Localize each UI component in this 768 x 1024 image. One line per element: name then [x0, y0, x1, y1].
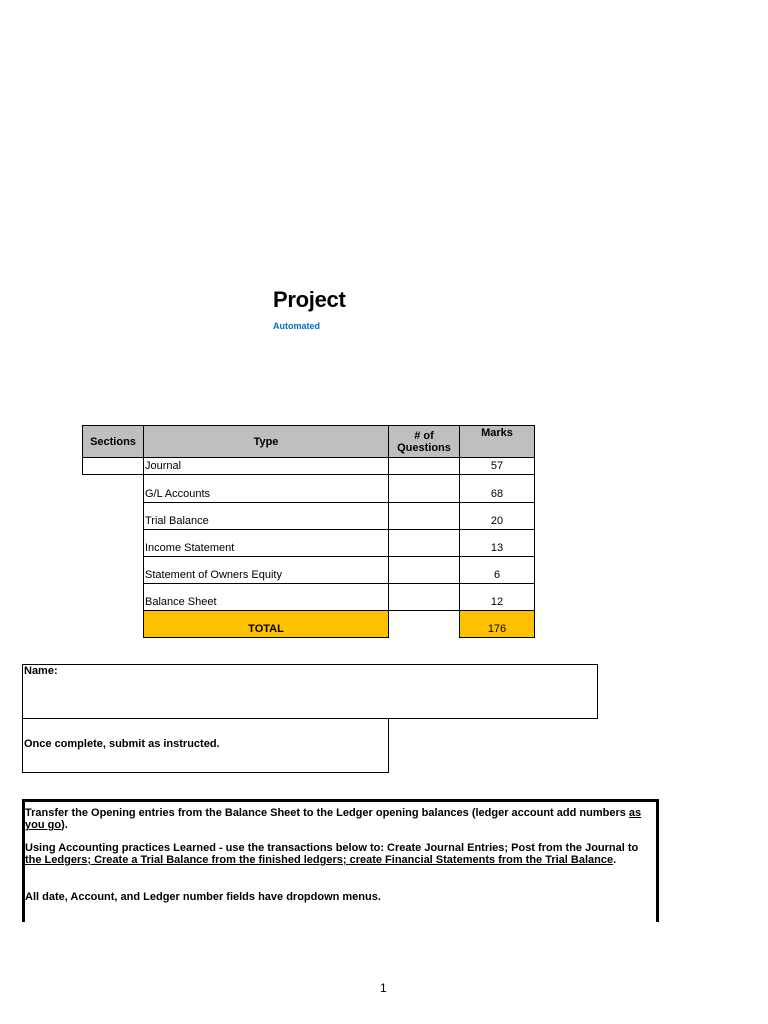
page-title: Project: [273, 287, 346, 312]
row-questions: [388, 583, 460, 611]
submit-note-box: [22, 718, 389, 773]
row-marks: 68: [459, 474, 535, 503]
total-marks: 176: [459, 610, 535, 638]
row-questions: [388, 474, 460, 503]
row-type: Income Statement: [143, 529, 389, 557]
row-marks: 13: [459, 529, 535, 557]
row-type: Trial Balance: [143, 502, 389, 530]
row-marks: 6: [459, 556, 535, 584]
instruction-transfer: Transfer the Opening entries from the Balance Sheet to the Ledger opening balances (ledger account add numbers as you go).: [25, 807, 642, 831]
col-header-type: Type: [143, 425, 389, 458]
section-cell: [82, 457, 144, 475]
row-questions: [388, 556, 460, 584]
name-label: Name:: [24, 665, 58, 677]
row-type: Balance Sheet: [143, 583, 389, 611]
name-field-box: [22, 664, 598, 719]
col-header-questions: # of Questions: [388, 425, 460, 458]
col-header-marks: Marks: [459, 425, 535, 458]
submit-note: Once complete, submit as instructed.: [24, 738, 220, 750]
row-questions: [388, 529, 460, 557]
instruction-dropdowns: All date, Account, and Ledger number fields have dropdown menus.: [25, 891, 381, 903]
row-type: Statement of Owners Equity: [143, 556, 389, 584]
instructions-box: [22, 799, 659, 922]
row-questions: [388, 502, 460, 530]
row-type: Journal: [143, 457, 389, 475]
page-number: 1: [380, 981, 387, 995]
instruction-practices: Using Accounting practices Learned - use the transactions below to: Create Journal Entries; Post from the Journal to the Ledgers; Create a Trial Balance from the finished ledgers; create Financial Statements from the Trial Balance.: [25, 842, 639, 866]
page-subtitle: Automated: [273, 321, 320, 331]
row-marks: 12: [459, 583, 535, 611]
row-marks: 20: [459, 502, 535, 530]
col-header-sections: Sections: [82, 425, 144, 458]
row-questions: [388, 457, 460, 475]
row-type: G/L Accounts: [143, 474, 389, 503]
total-label: TOTAL: [143, 610, 389, 638]
row-marks: 57: [459, 457, 535, 475]
